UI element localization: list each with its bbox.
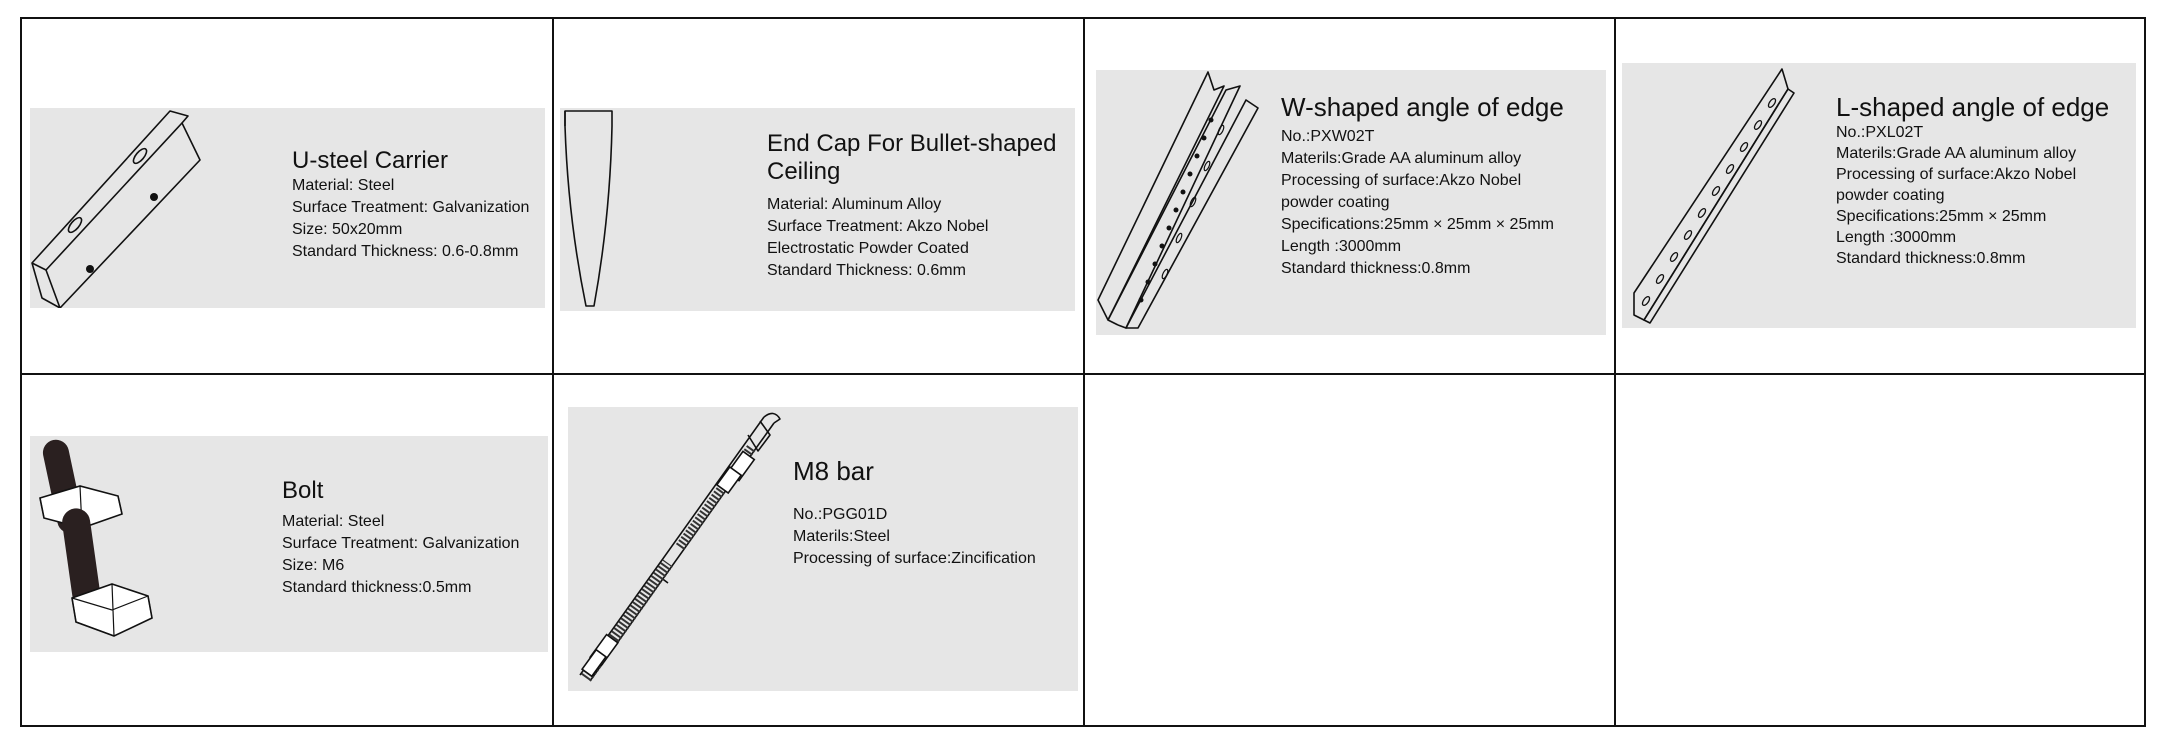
product-spec: Electrostatic Powder Coated: [767, 240, 969, 257]
product-spec: No.:PXW02T: [1281, 128, 1375, 145]
product-spec: Length :3000mm: [1281, 238, 1402, 255]
end-cap-icon: [560, 108, 620, 311]
product-spec: Standard thickness:0.5mm: [282, 579, 472, 596]
product-spec: Surface Treatment: Akzo Nobel: [767, 218, 989, 235]
product-spec: Specifications:25mm × 25mm × 25mm: [1281, 216, 1554, 233]
product-title: U-steel Carrier: [292, 147, 449, 174]
product-info-m8-bar: [793, 456, 1093, 570]
product-spec: Material: Steel: [292, 177, 395, 194]
product-spec: Processing of surface:Zincification: [793, 550, 1036, 567]
empty-cell: [1615, 374, 2140, 724]
product-spec: Materils:Grade AA aluminum alloy: [1836, 145, 2077, 162]
product-info-bolt: [282, 477, 552, 599]
product-spec: powder coating: [1836, 187, 1945, 204]
product-spec: Standard Thickness: 0.6mm: [767, 262, 966, 279]
product-spec: No.:PXL02T: [1836, 124, 1924, 141]
product-spec: Material: Aluminum Alloy: [767, 196, 942, 213]
product-title: Bolt: [282, 477, 324, 504]
product-info-w-angle: [1281, 92, 1611, 280]
product-spec: Processing of surface:Akzo Nobel: [1836, 166, 2077, 183]
product-spec: Size: 50x20mm: [292, 221, 403, 238]
product-spec: Materils:Steel: [793, 528, 890, 545]
product-spec: Surface Treatment: Galvanization: [292, 199, 530, 216]
empty-cell: [1084, 374, 1609, 724]
product-info-end-cap: [767, 130, 1077, 282]
product-spec: Standard thickness:0.8mm: [1281, 260, 1471, 277]
product-spec: Specifications:25mm × 25mm: [1836, 208, 2047, 225]
product-title: M8 bar: [793, 456, 874, 486]
w-angle-icon: [1096, 70, 1266, 335]
product-spec: No.:PGG01D: [793, 506, 888, 523]
product-spec: Materils:Grade AA aluminum alloy: [1281, 150, 1522, 167]
product-title: End Cap For Bullet-shaped Ceiling: [767, 130, 1057, 185]
product-spec: Surface Treatment: Galvanization: [282, 535, 520, 552]
product-info-l-angle: [1836, 92, 2136, 269]
u-steel-carrier-icon: [30, 108, 210, 308]
product-spec: Processing of surface:Akzo Nobel: [1281, 172, 1522, 189]
product-title: W-shaped angle of edge: [1281, 92, 1564, 122]
bolt-icon: [30, 436, 170, 652]
grid-divider: [552, 19, 554, 725]
product-spec: Standard Thickness: 0.6-0.8mm: [292, 243, 519, 260]
product-spec: Length :3000mm: [1836, 229, 1957, 246]
m8-bar-icon: [568, 407, 808, 691]
product-spec: Material: Steel: [282, 513, 385, 530]
product-spec: Standard thickness:0.8mm: [1836, 250, 2026, 267]
product-info-u-steel-carrier: [292, 147, 552, 263]
product-title: L-shaped angle of edge: [1836, 92, 2110, 122]
product-spec: powder coating: [1281, 194, 1390, 211]
l-angle-icon: [1622, 63, 1797, 328]
product-spec: Size: M6: [282, 557, 345, 574]
